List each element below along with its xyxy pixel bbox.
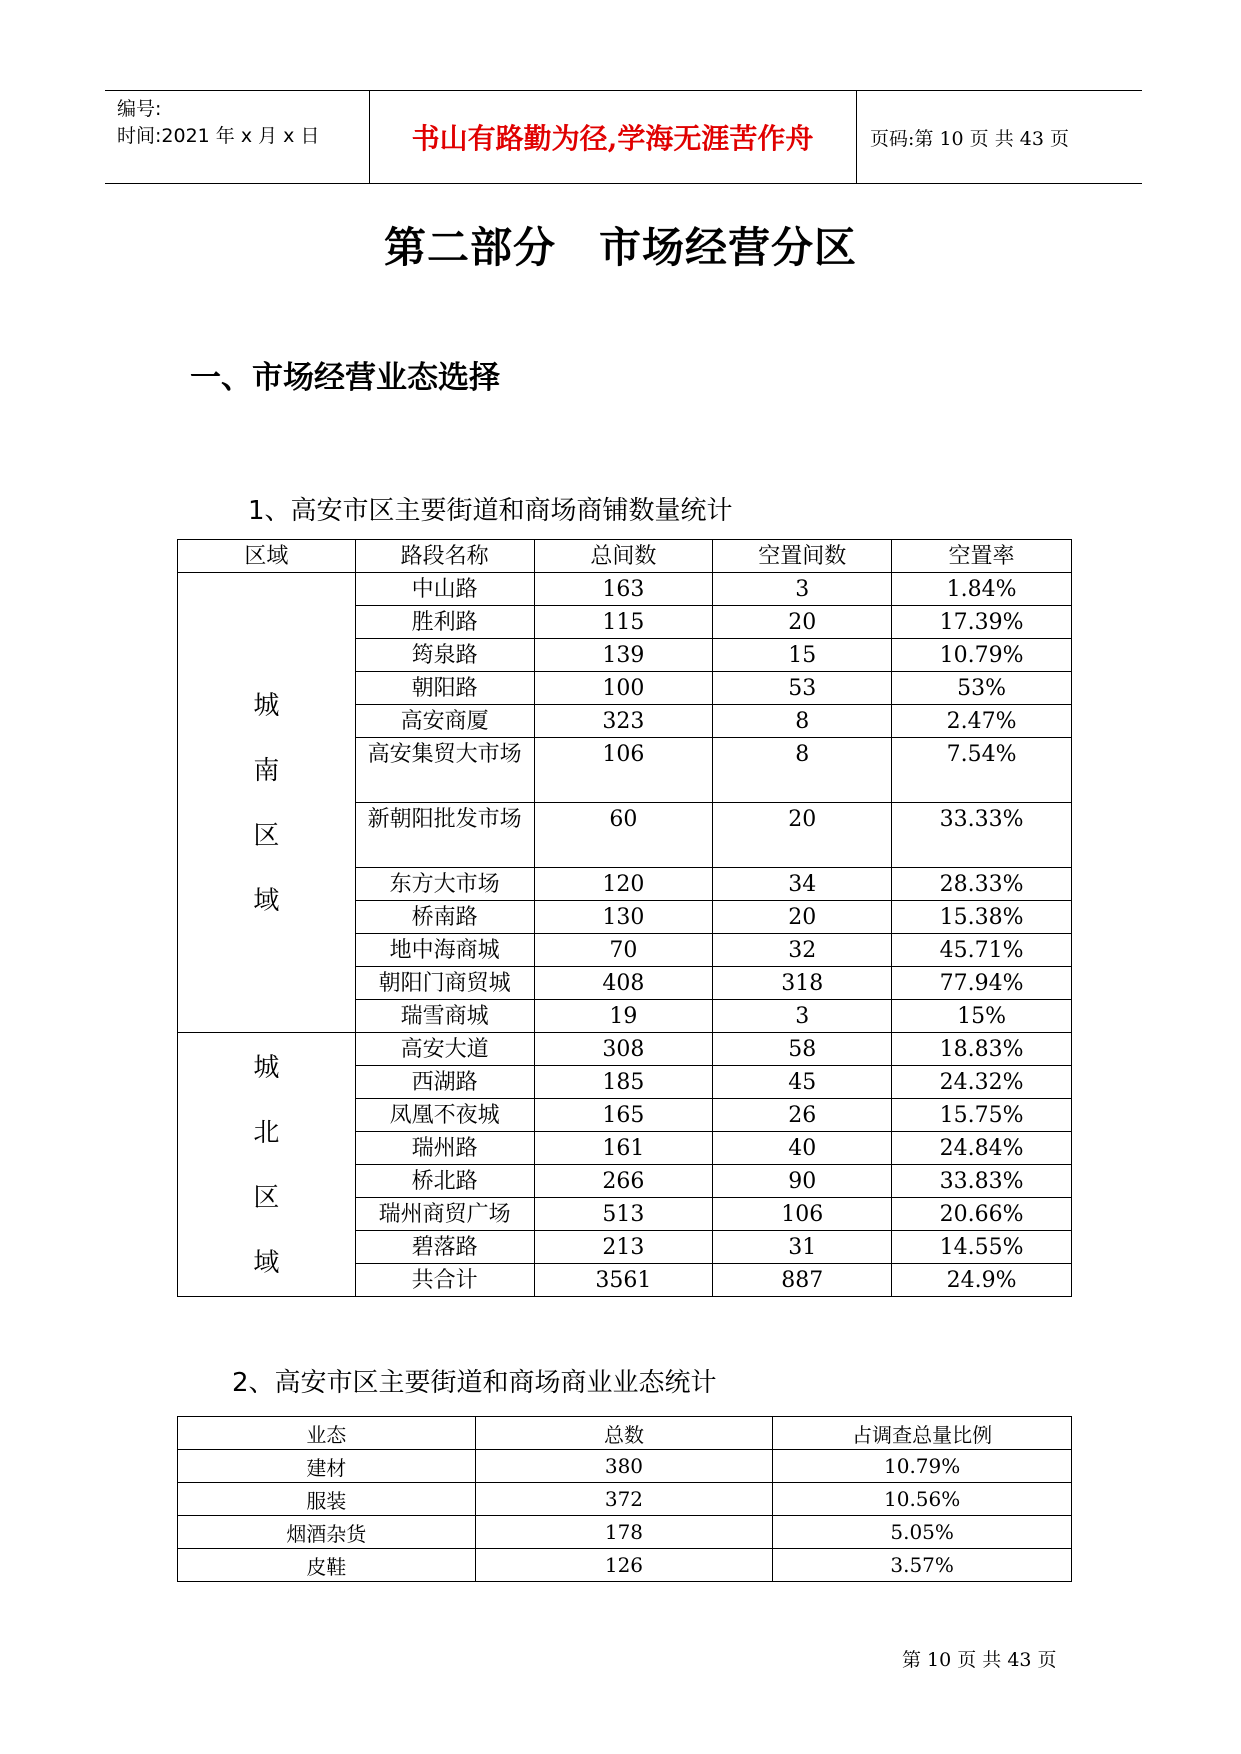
road-name-cell: 朝阳路	[355, 672, 534, 705]
shop-count-table	[177, 539, 1072, 1297]
vacant-count-cell: 45	[713, 1066, 892, 1099]
header-motto: 书山有路勤为径,学海无涯苦作舟	[369, 91, 857, 183]
table-header-row	[178, 540, 1072, 573]
road-name-cell: 桥南路	[355, 901, 534, 934]
total-count-cell: 408	[534, 967, 713, 1000]
vacancy-rate-cell: 53%	[892, 672, 1072, 705]
total-cell: 372	[475, 1483, 773, 1516]
total-cell: 380	[475, 1450, 773, 1483]
header-cell: 占调查总量比例	[773, 1417, 1072, 1450]
business-type-table	[177, 1416, 1072, 1582]
vacancy-rate-cell: 33.83%	[892, 1165, 1072, 1198]
header-time-label: 时间:2021 年 x 月 x 日	[117, 125, 320, 147]
header-number-label: 编号:	[117, 98, 162, 120]
vacancy-rate-cell: 33.33%	[892, 803, 1072, 868]
total-count-cell: 70	[534, 934, 713, 967]
road-name-cell: 筠泉路	[355, 639, 534, 672]
table-row	[178, 1033, 1072, 1066]
vacant-count-cell: 15	[713, 639, 892, 672]
total-count-cell: 139	[534, 639, 713, 672]
vacancy-rate-cell: 10.79%	[892, 639, 1072, 672]
ratio-cell: 3.57%	[773, 1549, 1072, 1582]
road-name-cell: 共合计	[355, 1264, 534, 1297]
region-label: 城北区域	[253, 1052, 280, 1278]
table-row	[178, 1483, 1072, 1516]
vacancy-rate-cell: 15%	[892, 1000, 1072, 1033]
total-count-cell: 19	[534, 1000, 713, 1033]
vacancy-rate-cell: 24.84%	[892, 1132, 1072, 1165]
vacancy-rate-cell: 28.33%	[892, 868, 1072, 901]
road-name-cell: 高安大道	[355, 1033, 534, 1066]
table-row	[178, 1549, 1072, 1582]
vacant-count-cell: 34	[713, 868, 892, 901]
vacant-count-cell: 20	[713, 803, 892, 868]
vacant-count-cell: 90	[713, 1165, 892, 1198]
section-title: 一、市场经营业态选择	[190, 360, 500, 396]
page-footer: 第 10 页 共 43 页	[902, 1649, 1057, 1671]
vacancy-rate-cell: 7.54%	[892, 738, 1072, 803]
header-cell: 区域	[178, 540, 356, 573]
table-row	[178, 573, 1072, 606]
total-count-cell: 120	[534, 868, 713, 901]
vacant-count-cell: 3	[713, 1000, 892, 1033]
road-name-cell: 胜利路	[355, 606, 534, 639]
road-name-cell: 地中海商城	[355, 934, 534, 967]
vacant-count-cell: 26	[713, 1099, 892, 1132]
ratio-cell: 5.05%	[773, 1516, 1072, 1549]
total-count-cell: 130	[534, 901, 713, 934]
total-count-cell: 513	[534, 1198, 713, 1231]
total-count-cell: 213	[534, 1231, 713, 1264]
road-name-cell: 碧落路	[355, 1231, 534, 1264]
ratio-cell: 10.56%	[773, 1483, 1072, 1516]
vacant-count-cell: 318	[713, 967, 892, 1000]
table-header-row	[178, 1417, 1072, 1450]
vacant-count-cell: 53	[713, 672, 892, 705]
header-cell: 路段名称	[355, 540, 534, 573]
header-cell: 业态	[178, 1417, 476, 1450]
total-count-cell: 163	[534, 573, 713, 606]
region-label: 城南区域	[253, 690, 280, 916]
total-count-cell: 60	[534, 803, 713, 868]
part-title: 第二部分 市场经营分区	[383, 223, 857, 272]
business-type-cell: 建材	[178, 1450, 476, 1483]
road-name-cell: 凤凰不夜城	[355, 1099, 534, 1132]
total-count-cell: 323	[534, 705, 713, 738]
total-cell: 126	[475, 1549, 773, 1582]
road-name-cell: 瑞州商贸广场	[355, 1198, 534, 1231]
vacant-count-cell: 106	[713, 1198, 892, 1231]
road-name-cell: 瑞雪商城	[355, 1000, 534, 1033]
business-type-cell: 服装	[178, 1483, 476, 1516]
vacancy-rate-cell: 15.75%	[892, 1099, 1072, 1132]
vacancy-rate-cell: 24.9%	[892, 1264, 1072, 1297]
vacancy-rate-cell: 15.38%	[892, 901, 1072, 934]
total-count-cell: 165	[534, 1099, 713, 1132]
road-name-cell: 高安集贸大市场	[355, 738, 534, 803]
total-count-cell: 185	[534, 1066, 713, 1099]
road-name-cell: 桥北路	[355, 1165, 534, 1198]
header-cell: 总间数	[534, 540, 713, 573]
road-name-cell: 朝阳门商贸城	[355, 967, 534, 1000]
road-name-cell: 中山路	[355, 573, 534, 606]
vacancy-rate-cell: 14.55%	[892, 1231, 1072, 1264]
ratio-cell: 10.79%	[773, 1450, 1072, 1483]
table1-title: 1、高安市区主要街道和商场商铺数量统计	[248, 496, 733, 526]
vacancy-rate-cell: 45.71%	[892, 934, 1072, 967]
total-count-cell: 3561	[534, 1264, 713, 1297]
total-count-cell: 100	[534, 672, 713, 705]
vacancy-rate-cell: 17.39%	[892, 606, 1072, 639]
total-count-cell: 161	[534, 1132, 713, 1165]
road-name-cell: 瑞州路	[355, 1132, 534, 1165]
vacancy-rate-cell: 77.94%	[892, 967, 1072, 1000]
page-header	[105, 90, 1142, 184]
header-cell: 空置率	[892, 540, 1072, 573]
vacancy-rate-cell: 1.84%	[892, 573, 1072, 606]
header-page-label: 页码:第 10 页 共 43 页	[870, 127, 1069, 150]
vacant-count-cell: 58	[713, 1033, 892, 1066]
region-cell	[178, 1033, 356, 1297]
road-name-cell: 高安商厦	[355, 705, 534, 738]
vacancy-rate-cell: 2.47%	[892, 705, 1072, 738]
table-row	[178, 1516, 1072, 1549]
header-cell: 空置间数	[713, 540, 892, 573]
vacant-count-cell: 20	[713, 901, 892, 934]
total-count-cell: 266	[534, 1165, 713, 1198]
total-count-cell: 106	[534, 738, 713, 803]
vacancy-rate-cell: 18.83%	[892, 1033, 1072, 1066]
vacancy-rate-cell: 24.32%	[892, 1066, 1072, 1099]
vacant-count-cell: 32	[713, 934, 892, 967]
table2-title: 2、高安市区主要街道和商场商业业态统计	[232, 1368, 717, 1398]
vacant-count-cell: 8	[713, 738, 892, 803]
vacant-count-cell: 8	[713, 705, 892, 738]
total-count-cell: 115	[534, 606, 713, 639]
total-cell: 178	[475, 1516, 773, 1549]
vacant-count-cell: 887	[713, 1264, 892, 1297]
vacant-count-cell: 20	[713, 606, 892, 639]
vacant-count-cell: 3	[713, 573, 892, 606]
header-left-cell	[105, 91, 370, 183]
business-type-cell: 皮鞋	[178, 1549, 476, 1582]
business-type-cell: 烟酒杂货	[178, 1516, 476, 1549]
vacancy-rate-cell: 20.66%	[892, 1198, 1072, 1231]
vacant-count-cell: 31	[713, 1231, 892, 1264]
road-name-cell: 东方大市场	[355, 868, 534, 901]
region-cell	[178, 573, 356, 1033]
vacant-count-cell: 40	[713, 1132, 892, 1165]
table-row	[178, 1450, 1072, 1483]
header-cell: 总数	[475, 1417, 773, 1450]
road-name-cell: 新朝阳批发市场	[355, 803, 534, 868]
road-name-cell: 西湖路	[355, 1066, 534, 1099]
total-count-cell: 308	[534, 1033, 713, 1066]
